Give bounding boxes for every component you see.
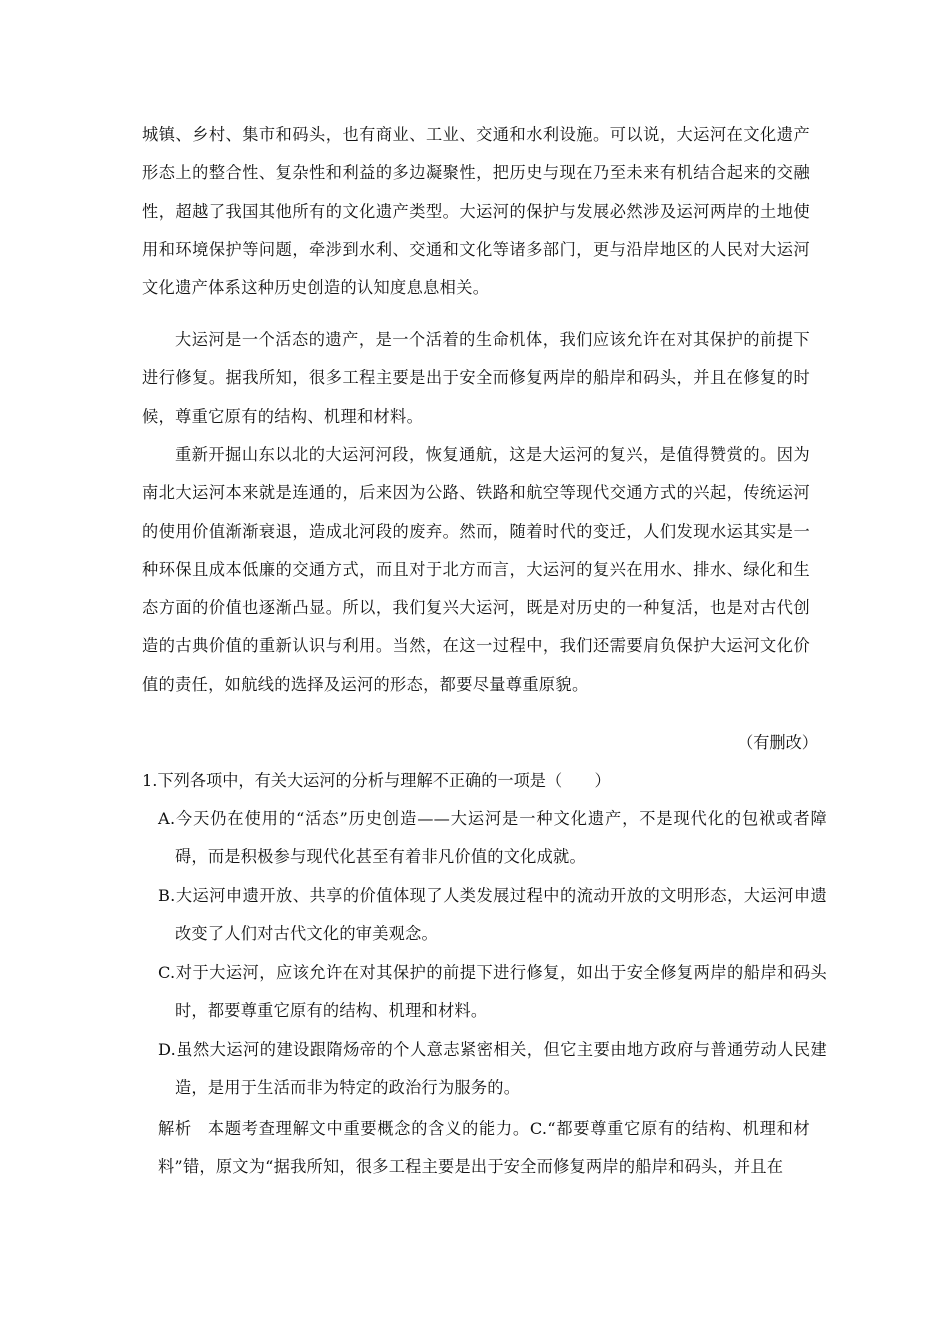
option-b-text: 大运河申遗开放、共享的价值体现了人类发展过程中的流动开放的文明形态，大运河申遗改变了人们对古代文化的审美观念。: [175, 886, 827, 944]
option-a-text: 今天仍在使用的“活态”历史创造——大运河是一种文化遗产，不是现代化的包袱或者障碍，而是积极参与现代化甚至有着非凡价值的文化成就。: [175, 809, 827, 867]
option-d: [158, 1031, 827, 1108]
passage-paragraph-3: 重新开掘山东以北的大运河河段，恢复通航，这是大运河的复兴，是值得赞赏的。因为南北大运河本来就是连通的，后来因为公路、铁路和航空等现代交通方式的兴起，传统运河的使用价值渐渐衰退，造成北河段的废弃。然而，随着时代的变迁，人们发现水运其实是一种环保且成本低廉的交通方式，而且对于北方而言，大运河的复兴在用水、排水、绿化和生态方面的价值也逐渐凸显。所以，我们复兴大运河，既是对历史的一种复活，也是对古代创造的古典价值的重新认识与利用。当然，在这一过程中，我们还需要肩负保护大运河文化价值的责任，如航线的选择及运河的形态，都要尽量尊重原貌。: [142, 445, 810, 694]
analysis-text: 本题考查理解文中重要概念的含义的能力。C.“都要尊重它原有的结构、机理和材料”错，原文为“据我所知，很多工程主要是出于安全而修复两岸的船岸和码头，并且在: [158, 1119, 810, 1177]
question-stem: 1.下列各项中，有关大运河的分析与理解不正确的一项是（ ）: [142, 771, 611, 790]
option-d-letter: D.: [158, 1040, 177, 1059]
passage-paragraph-2: 大运河是一个活态的遗产，是一个活着的生命机体，我们应该允许在对其保护的前提下进行修复。据我所知，很多工程主要是出于安全而修复两岸的船岸和码头，并且在修复的时候，尊重它原有的结构、机理和材料。: [142, 330, 810, 426]
passage-paragraph-1: 城镇、乡村、集市和码头，也有商业、工业、交通和水利设施。可以说，大运河在文化遗产形态上的整合性、复杂性和利益的多边凝聚性，把历史与现在乃至未来有机结合起来的交融性，超越了我国其他所有的文化遗产类型。大运河的保护与发展必然涉及运河两岸的土地使用和环境保护等问题，牵涉到水利、交通和文化等诸多部门，更与沿岸地区的人民对大运河文化遗产体系这种历史创造的认知度息息相关。: [142, 125, 810, 298]
option-d-text: 虽然大运河的建设跟隋炀帝的个人意志紧密相关，但它主要由地方政府与普通劳动人民建造，是用于生活而非为特定的政治行为服务的。: [175, 1040, 827, 1098]
option-c-text: 对于大运河，应该允许在对其保护的前提下进行修复，如出于安全修复两岸的船岸和码头时，都要尊重它原有的结构、机理和材料。: [175, 963, 827, 1021]
option-a: [158, 800, 827, 877]
option-c-letter: C.: [158, 963, 176, 982]
option-b: [158, 877, 827, 954]
edited-note: （有删改）: [737, 733, 818, 752]
option-c: [158, 954, 827, 1031]
option-a-letter: A.: [158, 809, 176, 828]
analysis: [158, 1110, 810, 1187]
option-b-letter: B.: [158, 886, 176, 905]
analysis-label: 解析: [158, 1119, 192, 1138]
